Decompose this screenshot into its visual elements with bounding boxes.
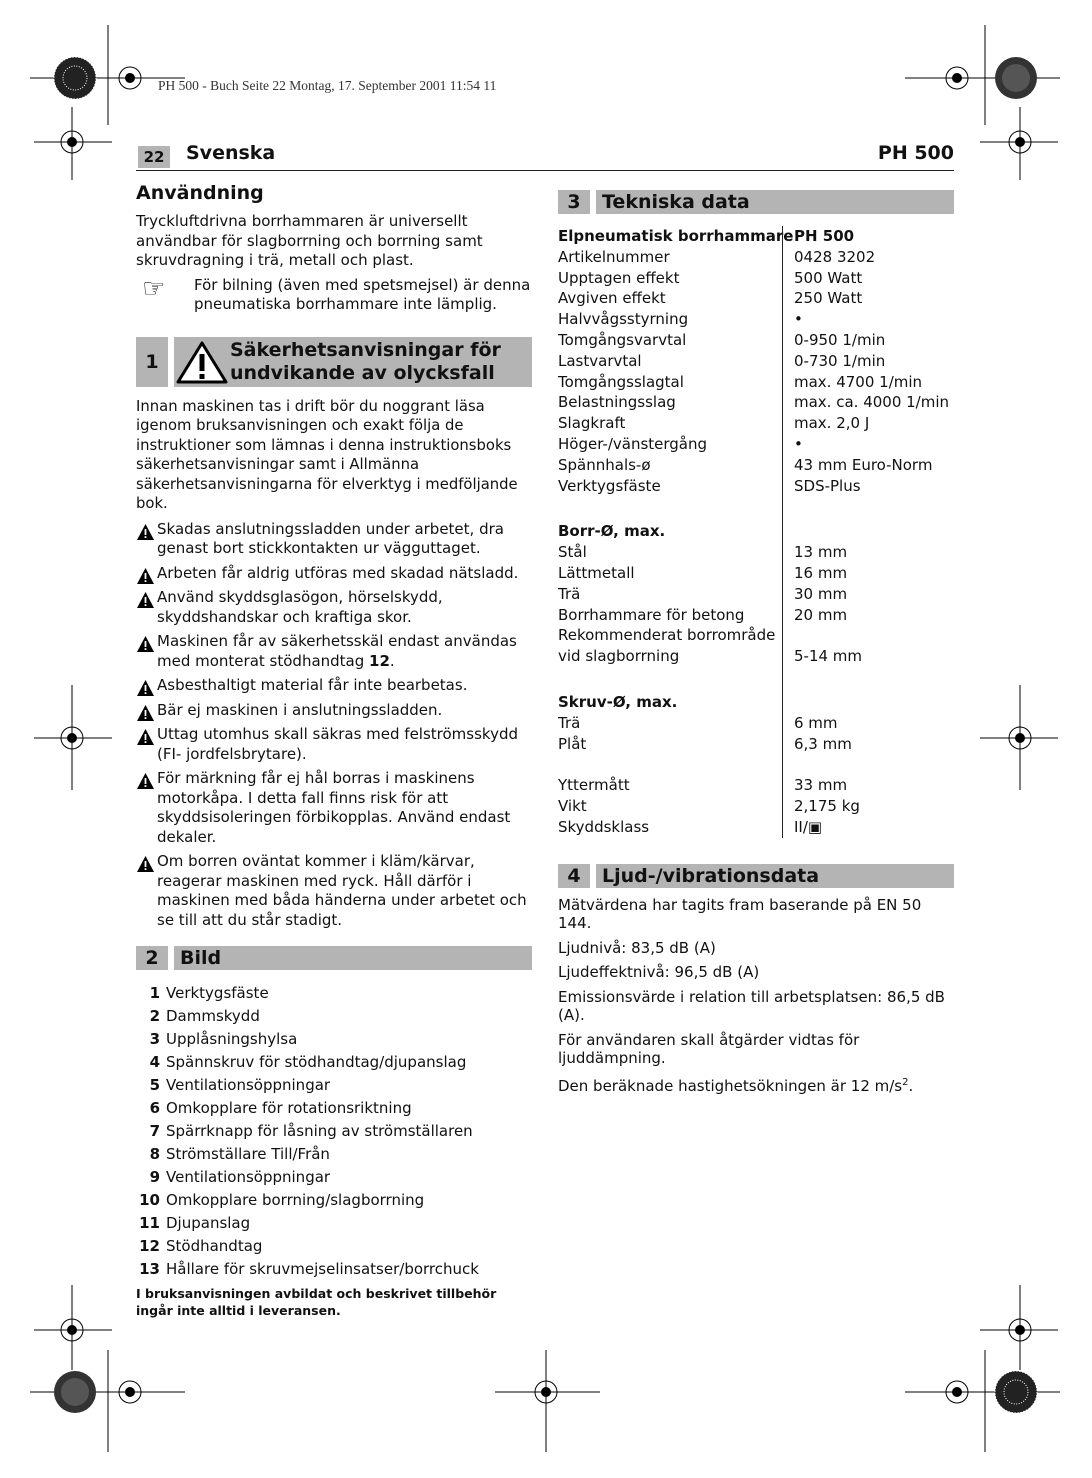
list-item: 6 Omkopplare för rotationsriktning xyxy=(149,1099,412,1117)
warning-list xyxy=(136,520,532,931)
list-item: 12 Stödhandtag xyxy=(139,1237,263,1255)
list-item: 5 Ventilationsöppningar xyxy=(149,1076,331,1094)
list-item: 13 Hållare för skruvmejselinsatser/borrchuck xyxy=(139,1260,479,1278)
warning-item: För märkning får ej hål borras i maskinens motorkåpa. I detta fall finns risk för att skyddsisoleringen förbikopplas. Använd endast dekaler. xyxy=(136,769,532,847)
table-row: Tomgångsslagtal max. 4700 1/min xyxy=(558,372,923,391)
usage-title: Användning xyxy=(136,182,264,204)
table-row: Vikt 2,175 kg xyxy=(558,797,860,816)
left-column xyxy=(136,182,532,1319)
list-item: 7 Spärrknapp för låsning av strömställaren xyxy=(149,1122,473,1140)
section-title: Ljud-/vibrationsdata xyxy=(596,864,954,888)
table-row: Borrhammare för betong 20 mm xyxy=(558,605,848,624)
safety-section-header xyxy=(136,337,532,387)
section-number: 1 xyxy=(136,337,168,387)
table-row: Lättmetall 16 mm xyxy=(558,563,848,582)
tech-section-header xyxy=(558,190,954,214)
tech-data-table xyxy=(558,226,954,838)
warning-item: Om borren oväntat kommer i kläm/kärvar, reagerar maskinen med ryck. Håll därför i maskinen med båda händerna under arbetet och se till att du står stadigt. xyxy=(136,852,532,930)
accessories-footnote: I bruksanvisningen avbildat och beskrivet tillbehör ingår inte alltid i leveransen. xyxy=(136,1286,497,1318)
list-item: 9 Ventilationsöppningar xyxy=(149,1168,331,1186)
table-row: Tomgångsvarvtal 0-950 1/min xyxy=(558,330,886,349)
warning-icon xyxy=(136,567,155,585)
list-item: 11 Djupanslag xyxy=(139,1214,251,1232)
table-row: Plåt 6,3 mm xyxy=(558,734,852,753)
model-label: PH 500 xyxy=(877,142,954,164)
table-row: Verktygsfäste SDS-Plus xyxy=(558,476,861,495)
table-row: Avgiven effekt 250 Watt xyxy=(558,289,863,308)
table-row: Stål 13 mm xyxy=(558,543,848,562)
table-row: Skyddsklass II/▣ xyxy=(558,817,823,836)
table-row: Trä 6 mm xyxy=(558,713,838,732)
usage-note-text: För bilning (även med spetsmejsel) är denna pneumatiska borrhammare inte lämplig. xyxy=(194,275,531,313)
safety-title-line2: undvikande av olycksfall xyxy=(230,361,495,384)
figure-section-header xyxy=(136,946,532,970)
pointing-hand-icon: ☞ xyxy=(142,273,166,304)
warning-icon xyxy=(136,591,155,609)
warning-icon xyxy=(136,635,155,653)
table-row: Yttermått 33 mm xyxy=(558,776,848,795)
table-row: Trä 30 mm xyxy=(558,584,848,603)
table-row: vid slagborrning 5-14 mm xyxy=(558,647,863,666)
table-row: Slagkraft max. 2,0 J xyxy=(558,414,870,433)
section-number: 3 xyxy=(558,190,590,214)
section-title xyxy=(174,337,532,387)
page-header xyxy=(136,142,954,171)
safety-title-line1: Säkerhetsanvisningar för xyxy=(230,338,501,361)
page-number: 22 xyxy=(138,146,170,168)
warning-item: Använd skyddsglasögon, hörselskydd, skyddshandskar och kraftiga skor. xyxy=(136,588,532,627)
list-item: 4 Spännskruv för stödhandtag/djupanslag xyxy=(149,1053,467,1071)
warning-icon xyxy=(136,679,155,697)
list-item: 2 Dammskydd xyxy=(149,1007,260,1025)
list-item: 10 Omkopplare borrning/slagborrning xyxy=(139,1191,425,1209)
warning-icon xyxy=(136,728,155,746)
usage-text: Tryckluftdrivna borrhammaren är universellt användbar för slagborrning och borrning samt skruvdragning i trä, metall och plast. xyxy=(136,212,483,269)
table-row: Elpneumatisk borrhammare PH 500 xyxy=(558,227,855,245)
noise-text: Mätvärdena har tagits fram baserande på EN 50 144. Ljudnivå: 83,5 dB (A) Ljudeffektnivå: 96,5 dB (A) Emissionsvärde i relation till arbetsplatsen: 86,5 dB (A). För användaren skall åtgärder vidtas för ljuddämpning. Den beräknade hastighetsökningen är 12 $m/s^2$. xyxy=(558,895,945,1095)
right-column xyxy=(558,190,954,1101)
table-row: Lastvarvtal 0-730 1/min xyxy=(558,351,886,370)
list-item: 3 Upplåsningshylsa xyxy=(149,1030,298,1048)
parts-list xyxy=(136,982,532,1281)
table-row: Upptagen effekt 500 Watt xyxy=(558,268,863,287)
warning-item: Bär ej maskinen i anslutningssladden. xyxy=(136,701,532,721)
warning-item: Asbesthaltigt material får inte bearbetas. xyxy=(136,676,532,696)
warning-icon xyxy=(136,772,155,790)
section-number: 4 xyxy=(558,864,590,888)
table-row: Artikelnummer 0428 3202 xyxy=(558,247,876,266)
section-number: 2 xyxy=(136,946,168,970)
table-row: Spännhals-ø 43 mm Euro-Norm xyxy=(558,455,933,474)
usage-note xyxy=(136,273,532,315)
warning-item: Uttag utomhus skall säkras med felströmsskydd (FI- jordfelsbrytare). xyxy=(136,725,532,764)
print-header: PH 500 - Buch Seite 22 Montag, 17. September 2001 11:54 11 xyxy=(158,78,497,93)
table-divider xyxy=(782,226,783,838)
warning-icon xyxy=(136,855,155,873)
warning-item: Skadas anslutningssladden under arbetet, dra genast bort stickkontakten ur vägguttaget. xyxy=(136,520,532,559)
table-row: Belastningsslag max. ca. 4000 1/min xyxy=(558,393,950,412)
section-title: Tekniska data xyxy=(596,190,954,214)
table-row: Höger-/vänstergång • xyxy=(558,434,803,453)
warning-icon xyxy=(136,704,155,722)
table-row: Skruv-Ø, max. xyxy=(558,692,678,711)
table-row: Borr-Ø, max. xyxy=(558,522,666,541)
safety-intro: Innan maskinen tas i drift bör du noggrant läsa igenom bruksanvisningen och exakt följa de instruktioner som lämnas i denna instruktionsboks säkerhetsanvisningar samt i Allmänna säkerhetsanvisningarna för elverktyg i medföljande bok. xyxy=(136,397,518,512)
section-title: Bild xyxy=(174,946,532,970)
language-label: Svenska xyxy=(186,142,276,164)
list-item: 1 Verktygsfäste xyxy=(149,984,269,1002)
noise-section-header xyxy=(558,864,954,888)
table-row: Rekommenderat borrområde xyxy=(558,626,776,645)
warning-icon xyxy=(136,523,155,541)
warning-item: Arbeten får aldrig utföras med skadad nätsladd. xyxy=(136,564,532,584)
warning-icon xyxy=(174,339,230,385)
list-item: 8 Strömställare Till/Från xyxy=(149,1145,330,1163)
warning-item: Maskinen får av säkerhetsskäl endast användas med monterat stödhandtag 12. xyxy=(136,632,532,671)
table-row: Halvvågsstyrning • xyxy=(558,310,803,329)
